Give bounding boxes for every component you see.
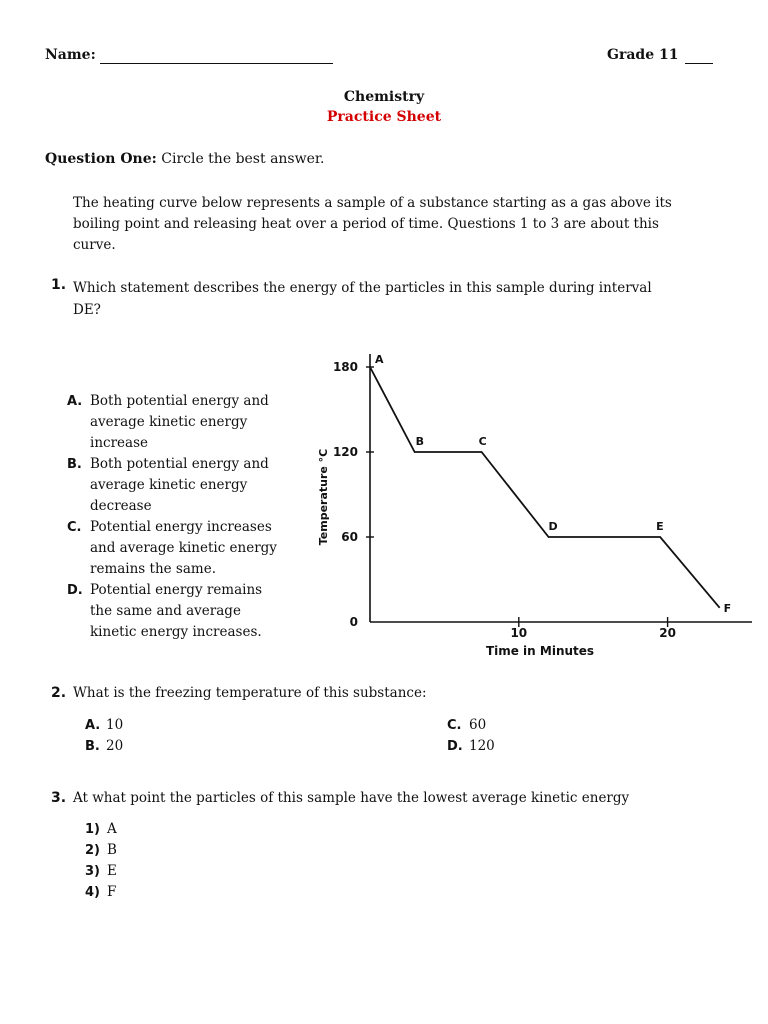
subject-title: Chemistry [343, 89, 425, 105]
q2-option-b[interactable] [85, 736, 123, 757]
option-letter: D. [67, 583, 83, 598]
option-letter: C. [67, 520, 82, 535]
option-value: F [107, 884, 117, 900]
point-label-e: E [656, 520, 664, 533]
option-line: Both potential energy and [90, 456, 269, 472]
option-letter: B. [67, 457, 82, 472]
option-value: E [107, 863, 117, 879]
option-letter: 1) [85, 822, 100, 837]
point-label-c: C [478, 435, 487, 448]
option-value: 10 [106, 717, 124, 733]
y-tick-label: 0 [349, 615, 358, 629]
intro-line: boiling point and releasing heat over a period of time. Questions 1 to 3 are about this [73, 216, 659, 232]
chart-ticks [333, 360, 676, 640]
q2-text: What is the freezing temperature of this substance: [73, 685, 427, 701]
q2-option-a[interactable] [85, 715, 123, 736]
option-line: decrease [90, 498, 152, 514]
point-label-f: F [723, 601, 732, 615]
q2-option-d[interactable] [447, 736, 495, 757]
option-line: the same and average [90, 603, 241, 619]
option-letter: D. [447, 739, 463, 754]
x-tick-label: 10 [510, 626, 528, 640]
question-one-instruction: Circle the best answer. [161, 151, 325, 167]
x-tick-label: 20 [659, 626, 676, 640]
chart-axes [370, 354, 752, 622]
y-axis-label: Temperature °C [317, 448, 330, 546]
q1-number: 1. [51, 277, 67, 293]
heating-curve-line [370, 367, 720, 608]
option-value: A [107, 821, 117, 837]
option-letter: B. [85, 739, 100, 754]
option-letter: 2) [85, 843, 100, 858]
name-label: Name: [45, 47, 96, 63]
option-line: kinetic energy increases. [90, 624, 262, 640]
subtitle: Practice Sheet [326, 109, 442, 125]
x-axis-label: Time in Minutes [485, 644, 595, 658]
q3-option-1[interactable] [85, 819, 117, 840]
grade-label: Grade 11 [607, 47, 679, 63]
option-value: 60 [469, 717, 487, 733]
option-value: B [107, 842, 117, 858]
y-tick-label: 120 [332, 445, 358, 459]
y-tick-label: 60 [341, 530, 358, 544]
y-tick-label: 180 [332, 360, 358, 374]
point-label-b: B [415, 435, 425, 448]
q3-number: 3. [51, 790, 67, 806]
option-line: increase [90, 435, 148, 451]
option-line: average kinetic energy [90, 414, 248, 430]
option-letter: A. [85, 718, 101, 733]
option-line: Both potential energy and [90, 393, 269, 409]
intro-line: curve. [73, 237, 116, 253]
option-line: Potential energy remains [90, 582, 263, 598]
intro-line: The heating curve below represents a sample of a substance starting as a gas above its [73, 195, 672, 211]
option-value: 20 [106, 738, 124, 754]
option-value: 120 [469, 738, 495, 754]
q1-text-line: DE? [73, 302, 101, 318]
option-line: average kinetic energy [90, 477, 248, 493]
q2-option-c[interactable] [447, 715, 486, 736]
q3-text: At what point the particles of this sample have the lowest average kinetic energy [73, 790, 630, 806]
option-letter: A. [67, 394, 83, 409]
q3-option-4[interactable] [85, 882, 116, 903]
option-line: and average kinetic energy [90, 540, 277, 556]
q2-number: 2. [51, 685, 67, 701]
point-labels [375, 353, 731, 615]
point-label-a: A [375, 353, 384, 366]
q1-text-line: Which statement describes the energy of the particles in this sample during interval [73, 280, 652, 296]
option-letter: 4) [85, 885, 100, 900]
question-one-label: Question One: [45, 151, 157, 167]
option-line: remains the same. [90, 561, 216, 577]
q3-option-2[interactable] [85, 840, 117, 861]
option-letter: C. [447, 718, 462, 733]
q3-option-3[interactable] [85, 861, 117, 882]
option-line: Potential energy increases [90, 519, 272, 535]
option-letter: 3) [85, 864, 100, 879]
point-label-d: D [548, 520, 558, 533]
